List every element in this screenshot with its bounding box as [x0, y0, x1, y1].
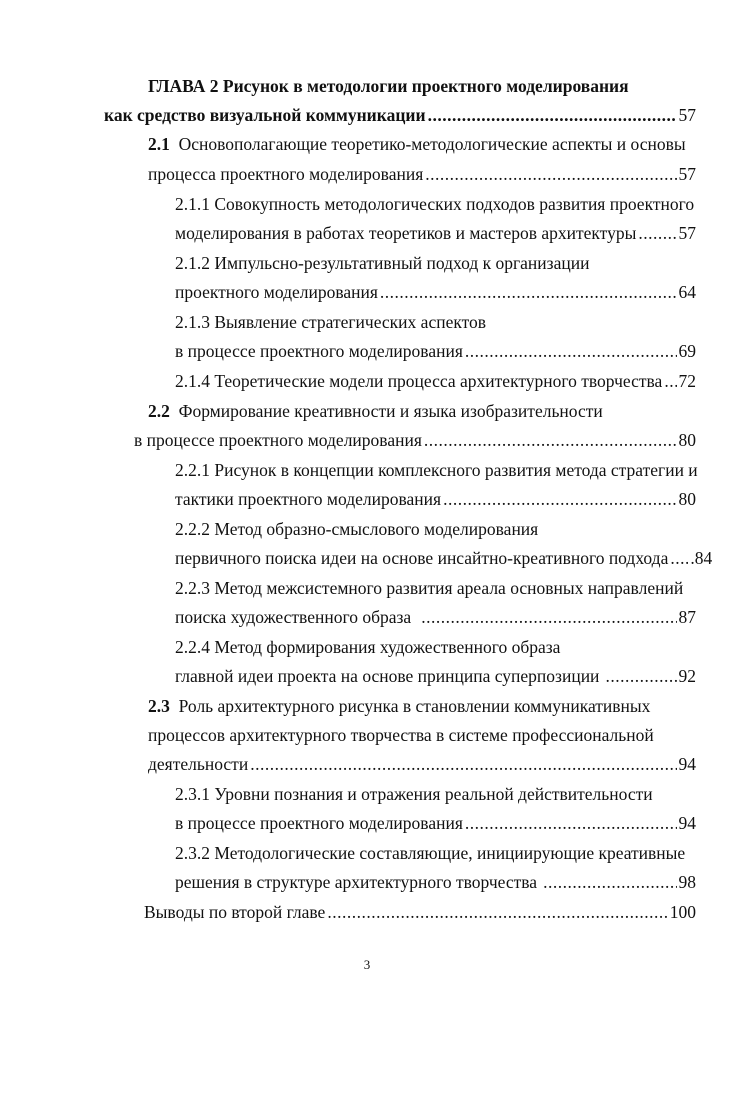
leader-dots — [543, 871, 676, 893]
toc-entry-2-2-line1[interactable] — [148, 400, 603, 422]
section-title-cont: деятельности — [148, 754, 249, 774]
conclusions-label: Выводы по второй главе — [144, 902, 326, 922]
toc-entry-2-1-2-line1[interactable]: 2.1.2 Импульсно-результативный подход к организации — [175, 253, 590, 273]
leader-dots — [465, 340, 677, 362]
toc-entry-2-3-1-line2[interactable] — [175, 812, 696, 834]
toc-entry-2-2-2-line2[interactable] — [175, 547, 713, 569]
toc-entry-2-1-1-line2[interactable] — [175, 222, 696, 244]
leader-dots — [327, 901, 667, 923]
toc-entry-2-3-line3[interactable] — [148, 753, 696, 775]
leader-dots — [443, 488, 676, 510]
toc-entry-2-3-1-line1[interactable]: 2.3.1 Уровни познания и отражения реальной действительности — [175, 784, 653, 804]
page-ref: 94 — [678, 813, 696, 833]
page-ref: 80 — [678, 430, 696, 450]
page-ref: 57 — [678, 105, 696, 125]
leader-dots — [421, 606, 676, 628]
toc-entry-conclusions[interactable] — [144, 901, 696, 923]
page-ref: 92 — [678, 666, 696, 686]
leader-dots — [425, 163, 676, 185]
leader-dots — [250, 753, 676, 775]
leader-dots — [664, 370, 676, 392]
page-ref: 57 — [678, 223, 696, 243]
page-ref: 69 — [678, 341, 696, 361]
page-ref: .84 — [690, 548, 713, 568]
toc-entry-2-1-1-line1[interactable]: 2.1.1 Совокупность методологических подходов развития проектного — [175, 194, 695, 214]
toc-entry-2-1-line2[interactable] — [148, 163, 696, 185]
toc-entry-chapter2[interactable] — [104, 104, 696, 126]
subsection-title-cont: тактики проектного моделирования — [175, 489, 442, 509]
leader-dots — [424, 429, 677, 451]
page-ref: 98 — [678, 872, 696, 892]
page-ref: 80 — [678, 489, 696, 509]
chapter-heading: ГЛАВА 2 Рисунок в методологии проектного моделирования — [148, 76, 629, 96]
chapter-subtitle: как средство визуальной коммуникации — [104, 105, 426, 125]
toc-entry-2-2-3-line1[interactable]: 2.2.3 Метод межсистемного развития ареала основных направлений — [175, 578, 684, 598]
toc-entry-2-3-2-line1[interactable]: 2.3.2 Методологические составляющие, инициирующие креативные — [175, 843, 686, 863]
subsection-title-cont: решения в структуре архитектурного творчества — [175, 872, 538, 892]
subsection-title-cont: в процессе проектного моделирования — [175, 341, 463, 361]
section-title: Формирование креативности и языка изобразительности — [178, 401, 603, 421]
section-number: 2.1 — [148, 134, 170, 154]
leader-dots — [605, 665, 676, 687]
subsection-title-cont: моделирования в работах теоретиков и мастеров архитектуры — [175, 223, 637, 243]
section-title: Роль архитектурного рисунка в становлении коммуникативных — [178, 696, 651, 716]
subsection-title: 2.1.4 Теоретические модели процесса архитектурного творчества — [175, 371, 663, 391]
section-title-cont: в процессе проектного моделирования — [134, 430, 422, 450]
toc-entry-2-2-1-line2[interactable] — [175, 488, 696, 510]
leader-dots — [428, 104, 677, 126]
toc-entry-2-2-3-line2[interactable] — [175, 606, 696, 628]
subsection-title-cont: поиска художественного образа — [175, 607, 412, 627]
leader-dots — [465, 812, 677, 834]
toc-entry-2-3-line1[interactable] — [148, 695, 650, 717]
page-ref: 87 — [678, 607, 696, 627]
toc-entry-2-3-line2[interactable]: процессов архитектурного творчества в системе профессиональной — [148, 725, 654, 745]
page-ref: 94 — [678, 754, 696, 774]
toc-entry-2-3-2-line2[interactable] — [175, 871, 696, 893]
subsection-title-cont: первичного поиска идеи на основе инсайтно-креативного подхода — [175, 548, 669, 568]
toc-entry-2-2-4-line2[interactable] — [175, 665, 696, 687]
page-number: 3 — [363, 957, 371, 972]
section-number: 2.2 — [148, 401, 170, 421]
leader-dots — [670, 547, 688, 569]
subsection-title-cont: главной идеи проекта на основе принципа суперпозиции — [175, 666, 600, 686]
toc-entry-2-1-line1[interactable] — [148, 133, 686, 155]
page-ref: 100 — [669, 902, 696, 922]
section-number: 2.3 — [148, 696, 170, 716]
page-ref: 57 — [678, 164, 696, 184]
page-ref: 64 — [678, 282, 696, 302]
section-title: Основополагающие теоретико-методологические аспекты и основы — [178, 134, 686, 154]
toc-entry-2-1-2-line2[interactable] — [175, 281, 696, 303]
toc-entry-2-1-3-line1[interactable]: 2.1.3 Выявление стратегических аспектов — [175, 312, 487, 332]
toc-entry-2-2-4-line1[interactable]: 2.2.4 Метод формирования художественного образа — [175, 637, 561, 657]
toc-entry-2-2-line2[interactable] — [134, 429, 696, 451]
toc-entry-2-1-4[interactable] — [175, 370, 696, 392]
page-ref: 72 — [678, 371, 696, 391]
toc-entry-2-1-3-line2[interactable] — [175, 340, 696, 362]
toc-entry-2-2-2-line1[interactable]: 2.2.2 Метод образно-смыслового моделирования — [175, 519, 539, 539]
leader-dots — [380, 281, 677, 303]
leader-dots — [638, 222, 676, 244]
section-title-cont: процесса проектного моделирования — [148, 164, 424, 184]
subsection-title-cont: в процессе проектного моделирования — [175, 813, 463, 833]
subsection-title-cont: проектного моделирования — [175, 282, 378, 302]
toc-entry-2-2-1-line1[interactable]: 2.2.1 Рисунок в концепции комплексного развития метода стратегии и — [175, 460, 698, 480]
